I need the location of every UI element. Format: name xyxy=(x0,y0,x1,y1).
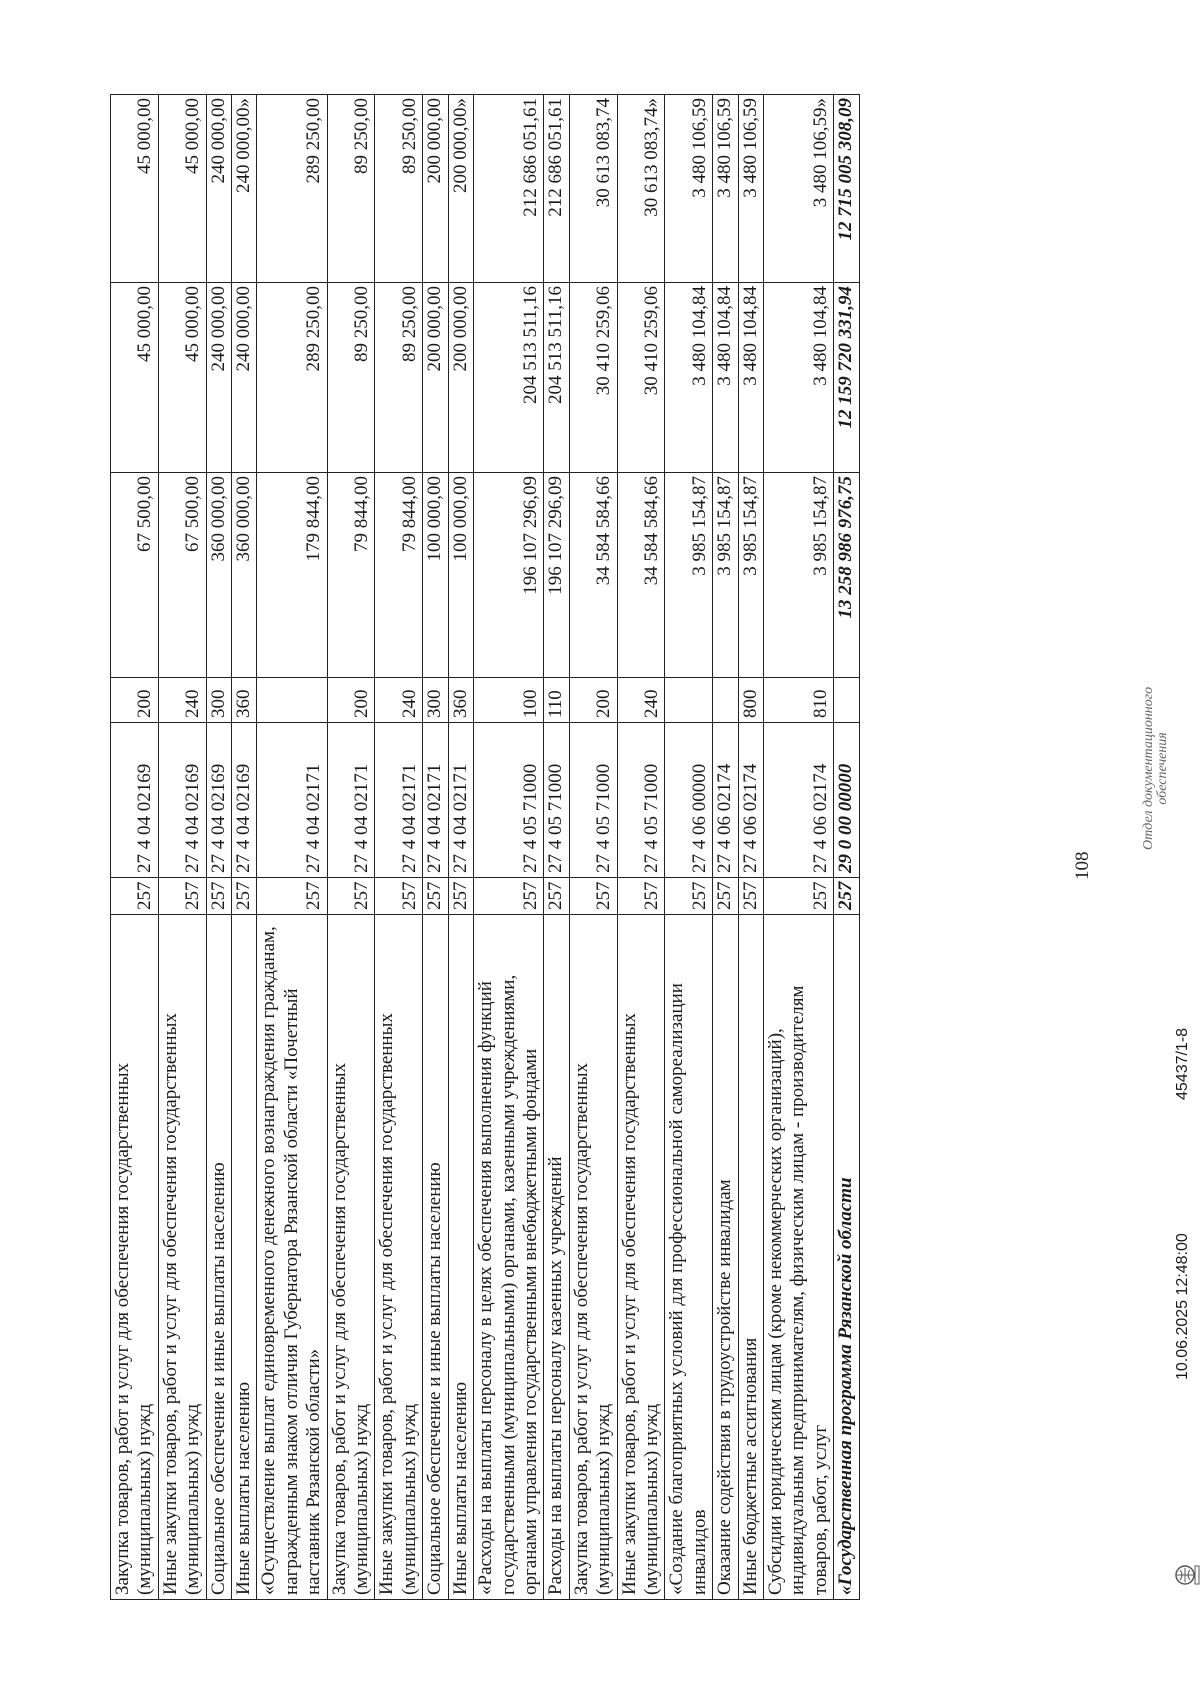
row-amount-year-1: 67 500,00 xyxy=(111,473,159,678)
row-target-article: 29 0 00 00000 xyxy=(834,723,859,878)
row-amount-year-2: 89 250,00 xyxy=(327,283,375,473)
row-amount-year-1: 360 000,00 xyxy=(206,473,231,678)
row-amount-year-1: 67 500,00 xyxy=(158,473,206,678)
row-amount-year-2: 12 159 720 331,94 xyxy=(834,283,859,473)
row-amount-year-3: 200 000,00 xyxy=(423,95,448,283)
department-line-1: Отдел документационного xyxy=(1141,686,1156,850)
row-ministry-code: 257 xyxy=(474,878,544,915)
footer-date: 10.06.2025 12:48:00 xyxy=(1174,1233,1191,1380)
row-name: «Осуществление выплат единовременного денежного вознаграждения гражданам, награжденным знаком отличия Губернатора Рязанской области «Почетный наставник Рязанской области» xyxy=(257,915,327,1600)
row-amount-year-2: 200 000,00 xyxy=(423,283,448,473)
row-amount-year-2: 3 480 104,84 xyxy=(763,283,833,473)
row-amount-year-1: 3 985 154,87 xyxy=(713,473,738,678)
row-target-article: 27 4 06 02174 xyxy=(738,723,763,878)
row-ministry-code: 257 xyxy=(544,878,569,915)
table-row xyxy=(232,95,257,1600)
row-amount-year-3: 89 250,00 xyxy=(375,95,423,283)
row-amount-year-1: 196 107 296,09 xyxy=(474,473,544,678)
row-amount-year-2: 240 000,00 xyxy=(206,283,231,473)
row-name: Закупка товаров, работ и услуг для обеспечения государственных (муниципальных) нужд xyxy=(111,915,159,1600)
row-target-article: 27 4 04 02171 xyxy=(257,723,327,878)
row-target-article: 27 4 04 02171 xyxy=(375,723,423,878)
row-amount-year-2: 204 513 511,16 xyxy=(474,283,544,473)
row-ministry-code: 257 xyxy=(448,878,473,915)
row-ministry-code: 257 xyxy=(423,878,448,915)
row-ministry-code: 257 xyxy=(738,878,763,915)
table-row xyxy=(617,95,665,1600)
row-amount-year-3: 3 480 106,59 xyxy=(713,95,738,283)
row-amount-year-3: 45 000,00 xyxy=(111,95,159,283)
row-expense-type xyxy=(665,678,713,723)
row-target-article: 27 4 05 71000 xyxy=(474,723,544,878)
row-amount-year-2: 3 480 104,84 xyxy=(738,283,763,473)
row-amount-year-2: 30 410 259,06 xyxy=(617,283,665,473)
row-amount-year-1: 3 985 154,87 xyxy=(763,473,833,678)
row-expense-type: 240 xyxy=(617,678,665,723)
row-ministry-code: 257 xyxy=(617,878,665,915)
row-name: Иные выплаты населению xyxy=(232,915,257,1600)
row-expense-type xyxy=(834,678,859,723)
row-amount-year-3: 289 250,00 xyxy=(257,95,327,283)
row-amount-year-1: 196 107 296,09 xyxy=(544,473,569,678)
row-name: Иные закупки товаров, работ и услуг для обеспечения государственных (муниципальных) нужд xyxy=(375,915,423,1600)
row-name: Иные выплаты населению xyxy=(448,915,473,1600)
table-total-row xyxy=(834,95,859,1600)
table-row xyxy=(375,95,423,1600)
row-ministry-code: 257 xyxy=(665,878,713,915)
row-amount-year-3: 3 480 106,59 xyxy=(665,95,713,283)
row-ministry-code: 257 xyxy=(569,878,617,915)
row-amount-year-1: 34 584 584,66 xyxy=(569,473,617,678)
row-name: Иные закупки товаров, работ и услуг для обеспечения государственных (муниципальных) нужд xyxy=(617,915,665,1600)
row-amount-year-1: 3 985 154,87 xyxy=(665,473,713,678)
row-ministry-code: 257 xyxy=(713,878,738,915)
row-name: Иные закупки товаров, работ и услуг для обеспечения государственных (муниципальных) нужд xyxy=(158,915,206,1600)
row-ministry-code: 257 xyxy=(763,878,833,915)
row-amount-year-2: 45 000,00 xyxy=(158,283,206,473)
table-row xyxy=(206,95,231,1600)
row-amount-year-2: 89 250,00 xyxy=(375,283,423,473)
row-expense-type: 360 xyxy=(448,678,473,723)
row-amount-year-1: 360 000,00 xyxy=(232,473,257,678)
row-target-article: 27 4 04 02171 xyxy=(327,723,375,878)
row-name: Закупка товаров, работ и услуг для обеспечения государственных (муниципальных) нужд xyxy=(327,915,375,1600)
row-ministry-code: 257 xyxy=(232,878,257,915)
row-amount-year-3: 200 000,00» xyxy=(448,95,473,283)
row-amount-year-2: 3 480 104,84 xyxy=(665,283,713,473)
row-amount-year-3: 30 613 083,74» xyxy=(617,95,665,283)
table-row xyxy=(713,95,738,1600)
row-amount-year-3: 240 000,00 xyxy=(206,95,231,283)
row-expense-type: 240 xyxy=(375,678,423,723)
row-target-article: 27 4 05 71000 xyxy=(569,723,617,878)
row-ministry-code: 257 xyxy=(834,878,859,915)
row-amount-year-3: 12 715 005 308,09 xyxy=(834,95,859,283)
row-name: Оказание содействия в трудоустройстве инвалидам xyxy=(713,915,738,1600)
row-amount-year-3: 212 686 051,61 xyxy=(474,95,544,283)
page-footer xyxy=(1114,60,1200,1640)
row-name: «Государственная программа Рязанской области xyxy=(834,915,859,1600)
row-amount-year-1: 79 844,00 xyxy=(327,473,375,678)
row-target-article: 27 4 06 02174 xyxy=(713,723,738,878)
row-expense-type xyxy=(713,678,738,723)
row-expense-type: 240 xyxy=(158,678,206,723)
row-target-article: 27 4 05 71000 xyxy=(617,723,665,878)
table-row xyxy=(665,95,713,1600)
row-ministry-code: 257 xyxy=(327,878,375,915)
department-stamp xyxy=(1142,687,1170,850)
row-target-article: 27 4 06 00000 xyxy=(665,723,713,878)
row-name: Субсидии юридическим лицам (кроме некоммерческих организаций), индивидуальным предпринимателям, физическим лицам - производителям товаров, работ, услуг xyxy=(763,915,833,1600)
row-expense-type: 810 xyxy=(763,678,833,723)
table-row xyxy=(257,95,327,1600)
row-name: Социальное обеспечение и иные выплаты населению xyxy=(423,915,448,1600)
row-amount-year-3: 45 000,00 xyxy=(158,95,206,283)
rotated-page xyxy=(110,60,1200,1640)
row-name: Иные бюджетные ассигнования xyxy=(738,915,763,1600)
row-expense-type: 300 xyxy=(206,678,231,723)
row-target-article: 27 4 04 02169 xyxy=(232,723,257,878)
row-amount-year-3: 3 480 106,59 xyxy=(738,95,763,283)
row-target-article: 27 4 04 02169 xyxy=(206,723,231,878)
row-amount-year-3: 212 686 051,61 xyxy=(544,95,569,283)
row-amount-year-1: 79 844,00 xyxy=(375,473,423,678)
row-amount-year-2: 45 000,00 xyxy=(111,283,159,473)
row-amount-year-1: 100 000,00 xyxy=(423,473,448,678)
footer-doc-number: 45437/1-8 xyxy=(1174,1027,1191,1100)
row-amount-year-3: 89 250,00 xyxy=(327,95,375,283)
table-row xyxy=(569,95,617,1600)
row-name: Социальное обеспечение и иные выплаты населению xyxy=(206,915,231,1600)
row-amount-year-2: 240 000,00 xyxy=(232,283,257,473)
row-amount-year-1: 3 985 154,87 xyxy=(738,473,763,678)
row-expense-type: 200 xyxy=(111,678,159,723)
table-row xyxy=(423,95,448,1600)
row-amount-year-1: 34 584 584,66 xyxy=(617,473,665,678)
row-amount-year-1: 179 844,00 xyxy=(257,473,327,678)
row-amount-year-1: 100 000,00 xyxy=(448,473,473,678)
table-row xyxy=(738,95,763,1600)
row-amount-year-2: 289 250,00 xyxy=(257,283,327,473)
row-ministry-code: 257 xyxy=(257,878,327,915)
row-expense-type: 300 xyxy=(423,678,448,723)
row-target-article: 27 4 06 02174 xyxy=(763,723,833,878)
row-ministry-code: 257 xyxy=(111,878,159,915)
row-ministry-code: 257 xyxy=(158,878,206,915)
table-row xyxy=(544,95,569,1600)
row-expense-type: 200 xyxy=(327,678,375,723)
row-amount-year-1: 13 258 986 976,75 xyxy=(834,473,859,678)
row-target-article: 27 4 04 02171 xyxy=(423,723,448,878)
row-amount-year-2: 204 513 511,16 xyxy=(544,283,569,473)
row-expense-type: 100 xyxy=(474,678,544,723)
row-expense-type: 200 xyxy=(569,678,617,723)
row-ministry-code: 257 xyxy=(206,878,231,915)
row-expense-type: 360 xyxy=(232,678,257,723)
row-name: Расходы на выплаты персоналу казенных учреждений xyxy=(544,915,569,1600)
emblem-icon xyxy=(1172,1560,1200,1590)
row-amount-year-2: 200 000,00 xyxy=(448,283,473,473)
row-target-article: 27 4 04 02171 xyxy=(448,723,473,878)
row-target-article: 27 4 04 02169 xyxy=(111,723,159,878)
row-name: Закупка товаров, работ и услуг для обеспечения государственных (муниципальных) нужд xyxy=(569,915,617,1600)
table-row xyxy=(158,95,206,1600)
row-expense-type xyxy=(257,678,327,723)
row-name: «Создание благоприятных условий для профессиональной самореализации инвалидов xyxy=(665,915,713,1600)
row-amount-year-3: 3 480 106,59» xyxy=(763,95,833,283)
row-amount-year-2: 3 480 104,84 xyxy=(713,283,738,473)
table-row xyxy=(448,95,473,1600)
row-name: «Расходы на выплаты персоналу в целях обеспечения выполнения функций государственными (муниципальными) органами, казенными учреждениями, органами управления государственными внебюджетными фондами xyxy=(474,915,544,1600)
table-row xyxy=(474,95,544,1600)
department-line-2: обеспечения xyxy=(1155,732,1170,805)
row-ministry-code: 257 xyxy=(375,878,423,915)
row-target-article: 27 4 05 71000 xyxy=(544,723,569,878)
table-row xyxy=(763,95,833,1600)
row-expense-type: 110 xyxy=(544,678,569,723)
table-row xyxy=(111,95,159,1600)
row-amount-year-3: 240 000,00» xyxy=(232,95,257,283)
row-expense-type: 800 xyxy=(738,678,763,723)
row-target-article: 27 4 04 02169 xyxy=(158,723,206,878)
table-row xyxy=(327,95,375,1600)
page-number: 108 xyxy=(1072,851,1093,880)
table-body xyxy=(111,95,860,1600)
budget-table xyxy=(110,94,860,1600)
row-amount-year-2: 30 410 259,06 xyxy=(569,283,617,473)
row-amount-year-3: 30 613 083,74 xyxy=(569,95,617,283)
